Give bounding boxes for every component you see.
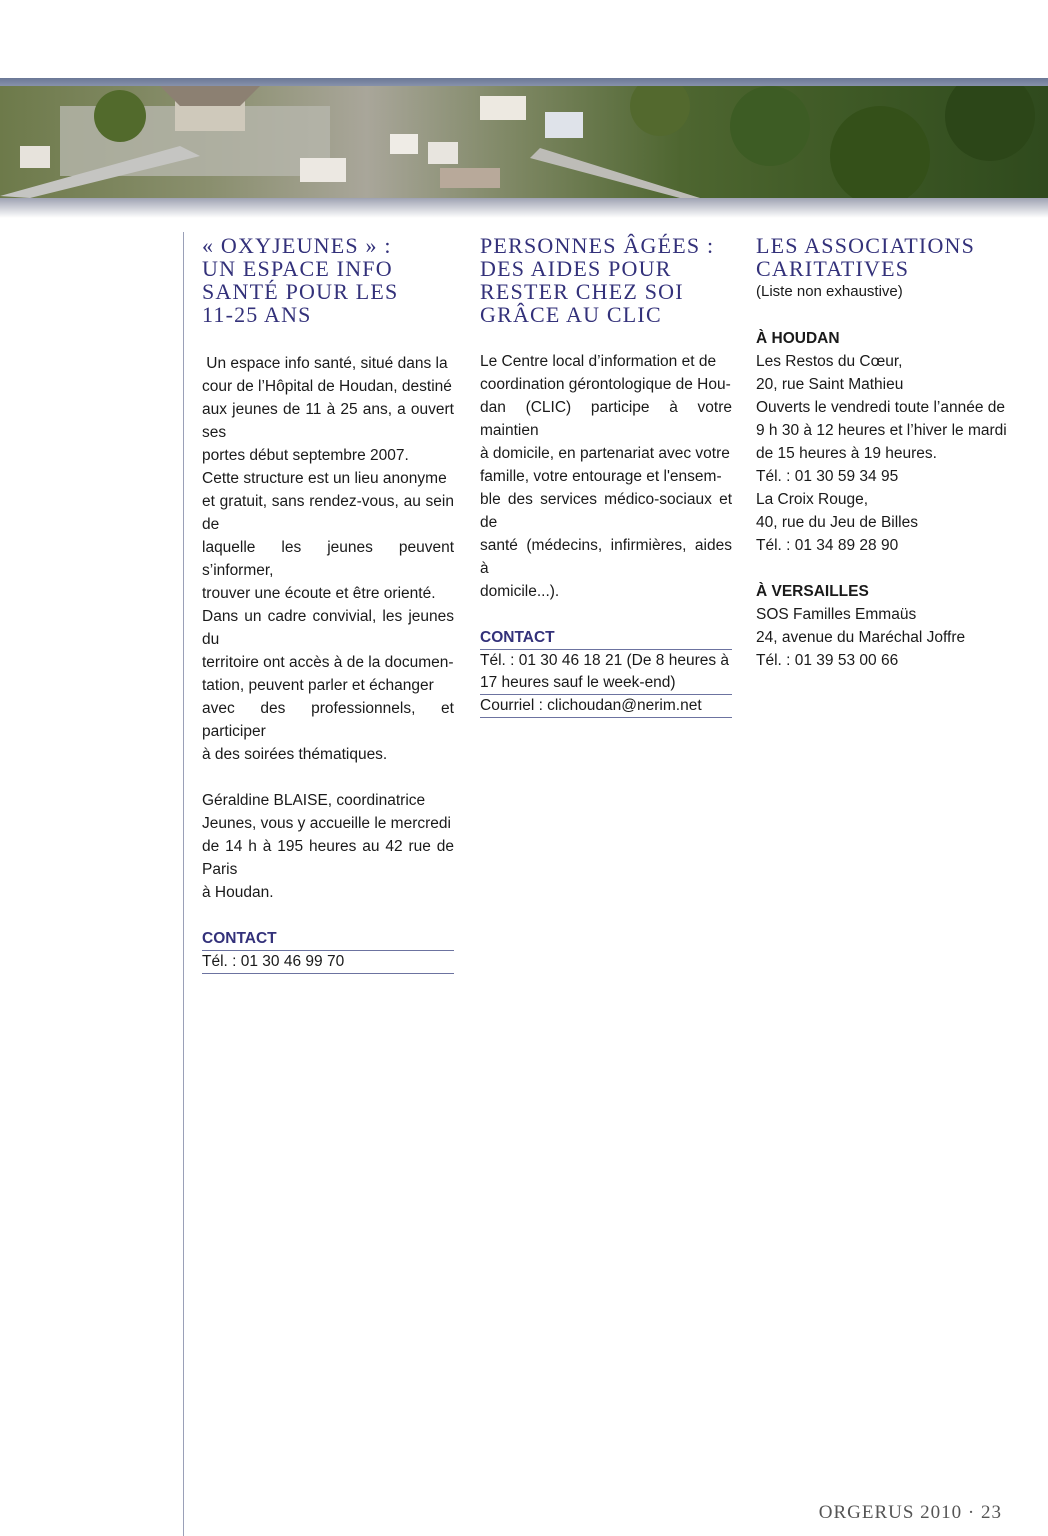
aerial-photo-banner — [0, 86, 1048, 198]
section-heading-houdan: À HOUDAN — [756, 330, 840, 347]
contact-phone: Tél. : 01 30 46 99 70 — [202, 951, 454, 974]
list-item: 24, avenue du Maréchal Joffre — [756, 629, 966, 646]
article-coordinator: Géraldine BLAISE, coordinatrice Jeunes, vous y accueille le mercredi de 14 h à 195 heures au 42 rue de Paris à Houdan. — [202, 792, 454, 901]
contact-heading: CONTACT — [480, 627, 732, 650]
list-item: La Croix Rouge, — [756, 491, 869, 508]
column-oxyjeunes — [202, 234, 454, 974]
contact-phone: Tél. : 01 30 46 18 21 (De 8 heures à — [480, 652, 730, 669]
list-item: 40, rue du Jeu de Billes — [756, 514, 918, 531]
page-footer: ORGERUS 2010 · 23 — [818, 1502, 1002, 1523]
list-item: 20, rue Saint Mathieu — [756, 376, 904, 393]
contact-heading: CONTACT — [202, 928, 454, 951]
list-item: Tél. : 01 30 59 34 95 — [756, 468, 899, 485]
article-title-clic: PERSONNES ÂGÉES : DES AIDES POUR RESTER CHEZ SOI GRÂCE AU CLIC — [480, 233, 715, 327]
left-margin-rule — [183, 232, 184, 1536]
article-title-associations: LES ASSOCIATIONS CARITATIVES — [756, 233, 976, 281]
contact-hours: 17 heures sauf le week-end) — [480, 672, 732, 695]
list-note: (Liste non exhaustive) — [756, 283, 903, 300]
list-item: 9 h 30 à 12 heures et l’hiver le mardi — [756, 422, 1007, 439]
contact-email-link[interactable]: Courriel : clichoudan@nerim.net — [480, 695, 732, 718]
list-item: Ouverts le vendredi toute l’année de — [756, 399, 1006, 416]
article-body: Un espace info santé, situé dans la cour de l’Hôpital de Houdan, destiné aux jeunes de 11 à 25 ans, a ouvert ses portes début septembre 2007. Cette structure est un lieu anonyme et gratuit, sans rendez-vous, au sein de laquelle les jeunes peuvent s’informer, trouver une écoute et être orienté. Dans un cadre convivial, les jeunes du territoire ont accès à de la documen- tation, peuvent parler et échanger avec des professionnels, et participer à des soirées thématiques. — [202, 355, 454, 763]
list-item: Tél. : 01 39 53 00 66 — [756, 652, 899, 669]
list-item: Les Restos du Cœur, — [756, 353, 903, 370]
banner-shadow — [0, 198, 1048, 218]
article-title-oxyjeunes: « OXYJEUNES » : UN ESPACE INFO SANTÉ POUR LES 11-25 ANS — [202, 233, 399, 327]
list-item: de 15 heures à 19 heures. — [756, 445, 937, 462]
list-item: SOS Familles Emmaüs — [756, 606, 917, 623]
section-heading-versailles: À VERSAILLES — [756, 583, 869, 600]
column-associations — [756, 234, 1012, 672]
article-body: Le Centre local d’information et de coordination gérontologique de Hou- dan (CLIC) participe à votre maintien à domicile, en partenariat avec votre famille, votre entourage et l'ensem- ble des services médico-sociaux et de santé (médecins, infirmières, aides à domicile...). — [480, 353, 732, 600]
list-item: Tél. : 01 34 89 28 90 — [756, 537, 899, 554]
column-personnes-agees — [480, 234, 732, 718]
aerial-photo — [0, 86, 1048, 198]
